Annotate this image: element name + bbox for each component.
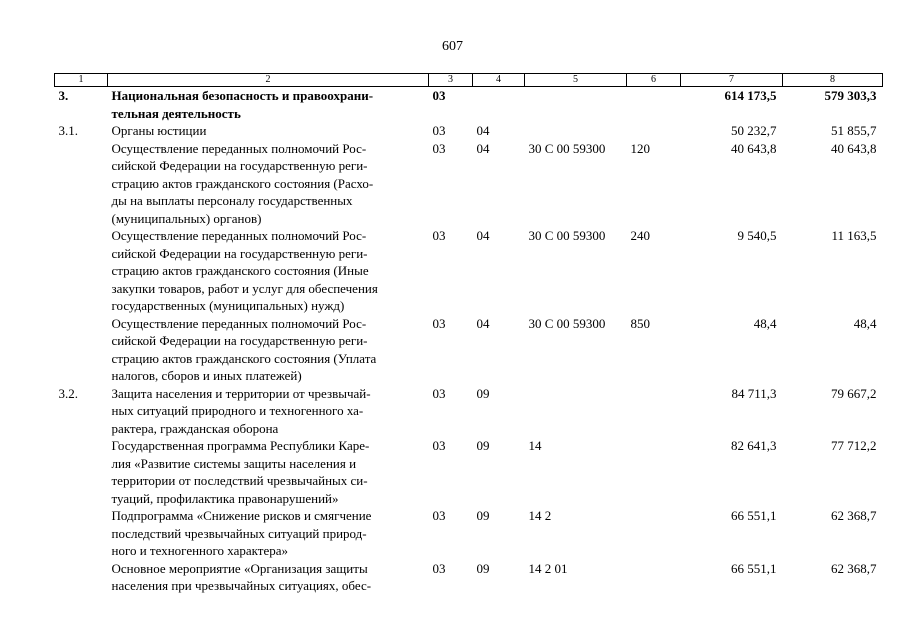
- section-code: 03: [432, 560, 446, 576]
- amount-year-2: 77 712,2: [831, 438, 877, 453]
- column-number: 6: [627, 74, 681, 87]
- target-article-code: 14 2 01: [528, 560, 568, 576]
- column-number: 2: [108, 74, 429, 87]
- row-name: Государственная программа Республики Каре- лия «Развитие системы защиты населения и территории от последствий чрезвычайных си- туаций, профилактика правонарушений»: [111, 438, 370, 506]
- amount-year-1: 9 540,5: [737, 228, 777, 243]
- column-number: 4: [473, 74, 525, 87]
- row-name: Осуществление переданных полномочий Рос- сийской Федерации на государственную реги- страцию актов гражданского состояния (Иные закупки товаров, работ и услуг для обеспечения государственных (муниципальных) нужд): [111, 228, 378, 313]
- column-number: 1: [55, 74, 108, 87]
- subsection-code: 04: [476, 123, 490, 138]
- amount-year-1: 40 643,8: [731, 140, 777, 156]
- table-row: [55, 507, 883, 560]
- table-row: [55, 87, 883, 123]
- amount-year-1: 82 641,3: [731, 438, 777, 453]
- row-name: Защита населения и территории от чрезвычай- ных ситуаций природного и техногенного ха- рактера, гражданская оборона: [111, 385, 371, 436]
- row-number: [55, 507, 108, 560]
- table-row: [55, 437, 883, 507]
- expense-type-code: [627, 87, 681, 123]
- amount-year-2: 579 303,3: [824, 88, 877, 103]
- subsection-code: [473, 87, 525, 123]
- amount-year-2: 51 855,7: [831, 123, 877, 138]
- column-number: 5: [525, 74, 627, 87]
- row-name: Основное мероприятие «Организация защиты населения при чрезвычайных ситуациях, обес-: [111, 560, 372, 593]
- section-code: 03: [432, 438, 446, 453]
- subsection-code: 09: [476, 560, 490, 576]
- column-number: 3: [429, 74, 473, 87]
- table-row: [55, 560, 883, 595]
- table-row: [55, 385, 883, 438]
- row-number: [55, 140, 108, 228]
- target-article-code: 14 2: [528, 508, 552, 523]
- target-article-code: [525, 87, 627, 123]
- row-name: Национальная безопасность и правоохрани- тельная деятельность: [111, 88, 374, 121]
- section-code: 03: [432, 508, 446, 523]
- table-row: [55, 122, 883, 140]
- amount-year-2: 79 667,2: [831, 385, 877, 401]
- expense-type-code: [627, 507, 681, 560]
- row-name: Органы юстиции: [111, 123, 207, 138]
- amount-year-2: 62 368,7: [831, 508, 877, 523]
- expense-type-code: [627, 437, 681, 507]
- target-article-code: 30 С 00 59300: [528, 315, 606, 331]
- amount-year-2: 11 163,5: [831, 228, 877, 243]
- page-number: 607: [442, 39, 463, 54]
- row-number: 3.2.: [58, 385, 78, 401]
- subsection-code: 04: [476, 228, 490, 243]
- column-number: 8: [783, 74, 883, 87]
- subsection-code: 09: [476, 385, 490, 401]
- row-number: [55, 227, 108, 315]
- column-number: 7: [681, 74, 783, 87]
- expense-type-code: 120: [630, 140, 650, 156]
- amount-year-2: 62 368,7: [831, 560, 877, 576]
- section-code: 03: [432, 228, 446, 243]
- subsection-code: 09: [476, 508, 490, 523]
- section-code: 03: [432, 140, 446, 156]
- row-name: Осуществление переданных полномочий Рос- сийской Федерации на государственную реги- страцию актов гражданского состояния (Расхо- ды на выплаты персоналу государственных (муниципальных) органов): [111, 140, 374, 226]
- amount-year-1: 66 551,1: [731, 560, 777, 576]
- amount-year-1: 614 173,5: [724, 88, 777, 103]
- table-row: [55, 227, 883, 315]
- row-name: Осуществление переданных полномочий Рос- сийской Федерации на государственную реги- страцию актов гражданского состояния (Уплата налогов, сборов и иных платежей): [111, 315, 377, 383]
- table-row: [55, 315, 883, 385]
- row-number: 3.: [58, 88, 69, 103]
- row-number: 3.1.: [58, 123, 78, 138]
- budget-table: [54, 73, 883, 595]
- row-number: [55, 315, 108, 385]
- section-code: 03: [432, 385, 446, 401]
- amount-year-1: 66 551,1: [731, 508, 777, 523]
- amount-year-1: 50 232,7: [731, 123, 777, 138]
- amount-year-1: 48,4: [753, 315, 777, 331]
- subsection-code: 04: [476, 315, 490, 331]
- target-article-code: [525, 385, 627, 438]
- expense-type-code: 850: [630, 315, 650, 331]
- column-number-header-row: [55, 74, 883, 87]
- table-row: [55, 140, 883, 228]
- section-code: 03: [432, 123, 446, 138]
- target-article-code: [525, 122, 627, 140]
- expense-type-code: 240: [630, 228, 650, 243]
- row-number: [55, 437, 108, 507]
- expense-type-code: [627, 560, 681, 595]
- section-code: 03: [432, 88, 446, 103]
- target-article-code: 30 С 00 59300: [528, 228, 606, 243]
- subsection-code: 04: [476, 140, 490, 156]
- row-name: Подпрограмма «Снижение рисков и смягчение последствий чрезвычайных ситуаций природ- ного и техногенного характера»: [111, 508, 372, 558]
- expense-type-code: [627, 385, 681, 438]
- expense-type-code: [627, 122, 681, 140]
- amount-year-2: 40 643,8: [831, 140, 877, 156]
- target-article-code: 14: [528, 438, 542, 453]
- section-code: 03: [432, 315, 446, 331]
- amount-year-2: 48,4: [853, 315, 877, 331]
- amount-year-1: 84 711,3: [731, 385, 777, 401]
- subsection-code: 09: [476, 438, 490, 453]
- target-article-code: 30 С 00 59300: [528, 140, 606, 156]
- row-number: [55, 560, 108, 595]
